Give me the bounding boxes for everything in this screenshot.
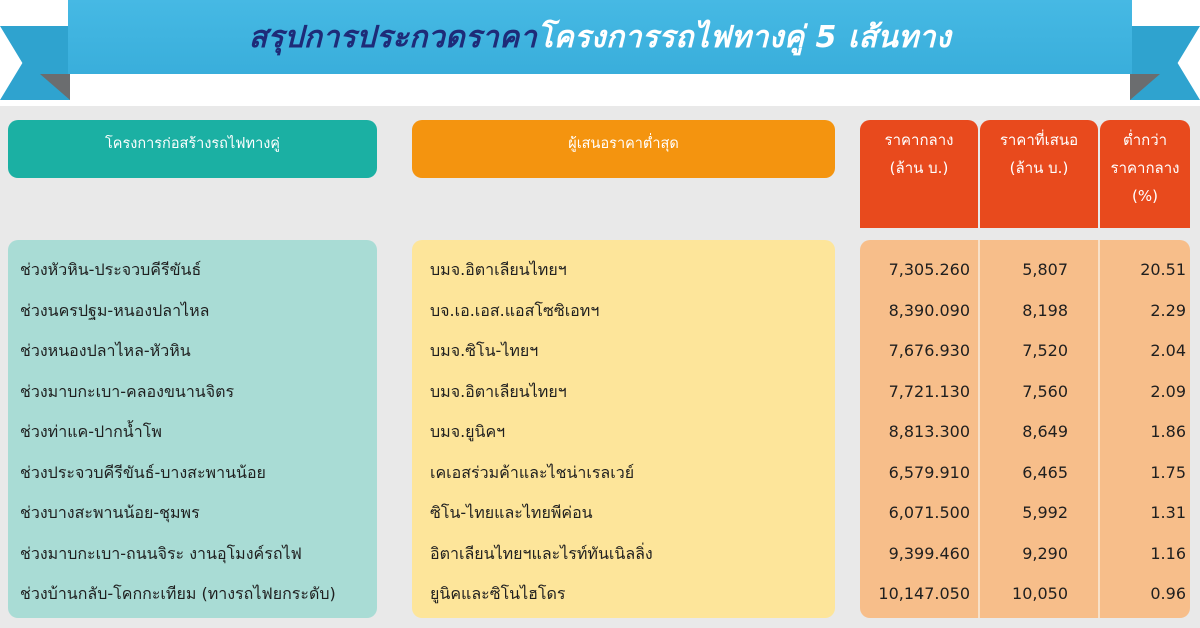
header-median-line1: ราคากลาง xyxy=(884,131,954,149)
table-row xyxy=(0,331,1200,372)
ribbon-fold-left xyxy=(40,74,70,100)
header-project xyxy=(8,120,377,178)
offer-price: 6,465 xyxy=(1022,462,1068,482)
project-name: ช่วงบางสะพานน้อย-ชุมพร xyxy=(20,503,200,522)
lower-percent: 2.09 xyxy=(1150,381,1186,401)
median-price: 8,813.300 xyxy=(888,422,970,441)
bidder-name: อิตาเลียนไทยฯและไรท์ทันเนิลลิ่ง xyxy=(430,543,653,563)
lower-percent: 1.75 xyxy=(1150,462,1186,482)
lower-percent: 2.04 xyxy=(1150,341,1186,360)
project-name: ช่วงมาบกะเบา-คลองขนานจิตร xyxy=(20,381,235,401)
median-price: 7,721.130 xyxy=(888,381,970,401)
project-name: ช่วงประจวบคีรีขันธ์-บางสะพานน้อย xyxy=(20,462,266,482)
project-name: ช่วงมาบกะเบา-ถนนจิระ งานอุโมงค์รถไฟ xyxy=(20,543,302,563)
median-price: 6,579.910 xyxy=(888,462,970,482)
table-row xyxy=(0,291,1200,332)
title-dark-part: สรุปการประกวดราคา xyxy=(248,19,538,55)
header-lower-line2: ราคากลาง xyxy=(1110,159,1180,177)
header-median-price xyxy=(860,120,978,228)
header-project-label: โครงการก่อสร้างรถไฟทางคู่ xyxy=(104,136,281,152)
offer-price: 8,198 xyxy=(1022,300,1068,320)
offer-price: 7,520 xyxy=(1022,341,1068,360)
lower-percent: 0.96 xyxy=(1150,584,1186,603)
table-row xyxy=(0,493,1200,534)
header-offer-price xyxy=(980,120,1098,228)
lower-percent: 1.86 xyxy=(1150,422,1186,441)
offer-price: 8,649 xyxy=(1022,422,1068,441)
median-price: 9,399.460 xyxy=(888,543,970,563)
bidder-name: บมจ.ยูนิคฯ xyxy=(430,422,506,441)
offer-price: 5,807 xyxy=(1022,260,1068,279)
table-body xyxy=(0,250,1200,615)
bidder-name: ยูนิคและซิโนไฮโดร xyxy=(430,584,566,603)
header-offer-line2: (ล้าน บ.) xyxy=(1009,159,1069,177)
bidder-name: บจ.เอ.เอส.แอสโซซิเอทฯ xyxy=(430,300,600,320)
bidder-name: บมจ.ซิโน-ไทยฯ xyxy=(430,341,539,360)
header-lower-line3: (%) xyxy=(1132,187,1158,205)
project-name: ช่วงหนองปลาไหล-หัวหิน xyxy=(20,341,191,360)
project-name: ช่วงท่าแค-ปากน้ำโพ xyxy=(20,422,162,441)
median-price: 7,676.930 xyxy=(888,341,970,360)
page-title xyxy=(249,14,951,61)
project-name: ช่วงนครปฐม-หนองปลาไหล xyxy=(20,300,210,320)
bidder-name: เคเอสร่วมค้าและไชน่าเรลเวย์ xyxy=(430,462,635,482)
table-row xyxy=(0,534,1200,575)
offer-price: 5,992 xyxy=(1022,503,1068,522)
header-offer-line1: ราคาที่เสนอ xyxy=(999,131,1079,149)
ribbon-fold-right xyxy=(1130,74,1160,100)
summary-table xyxy=(0,106,1200,628)
header-bidder xyxy=(412,120,835,178)
lower-percent: 2.29 xyxy=(1150,300,1186,320)
median-price: 8,390.090 xyxy=(888,300,970,320)
table-row xyxy=(0,372,1200,413)
table-row xyxy=(0,453,1200,494)
header-median-line2: (ล้าน บ.) xyxy=(889,159,949,177)
bidder-name: บมจ.อิตาเลียนไทยฯ xyxy=(430,381,567,401)
median-price: 10,147.050 xyxy=(878,584,970,603)
title-light-part: โครงการรถไฟทางคู่ 5 เส้นทาง xyxy=(537,19,952,55)
median-price: 7,305.260 xyxy=(888,260,970,279)
bidder-name: ซิโน-ไทยและไทยพีค่อน xyxy=(430,503,593,522)
title-banner xyxy=(68,0,1132,74)
table-row xyxy=(0,574,1200,615)
lower-percent: 20.51 xyxy=(1140,260,1186,279)
header-lower-line1: ต่ำกว่า xyxy=(1122,131,1168,149)
median-price: 6,071.500 xyxy=(888,503,970,522)
bidder-name: บมจ.อิตาเลียนไทยฯ xyxy=(430,260,567,279)
header-lower-percent xyxy=(1100,120,1190,228)
offer-price: 9,290 xyxy=(1022,543,1068,563)
offer-price: 10,050 xyxy=(1012,584,1068,603)
table-row xyxy=(0,250,1200,291)
lower-percent: 1.31 xyxy=(1150,503,1186,522)
project-name: ช่วงบ้านกลับ-โคกกะเทียม (ทางรถไฟยกระดับ) xyxy=(20,584,336,603)
offer-price: 7,560 xyxy=(1022,381,1068,401)
table-row xyxy=(0,412,1200,453)
lower-percent: 1.16 xyxy=(1150,543,1186,563)
header-bidder-label: ผู้เสนอราคาต่ำสุด xyxy=(568,136,679,152)
project-name: ช่วงหัวหิน-ประจวบคีรีขันธ์ xyxy=(20,260,202,279)
